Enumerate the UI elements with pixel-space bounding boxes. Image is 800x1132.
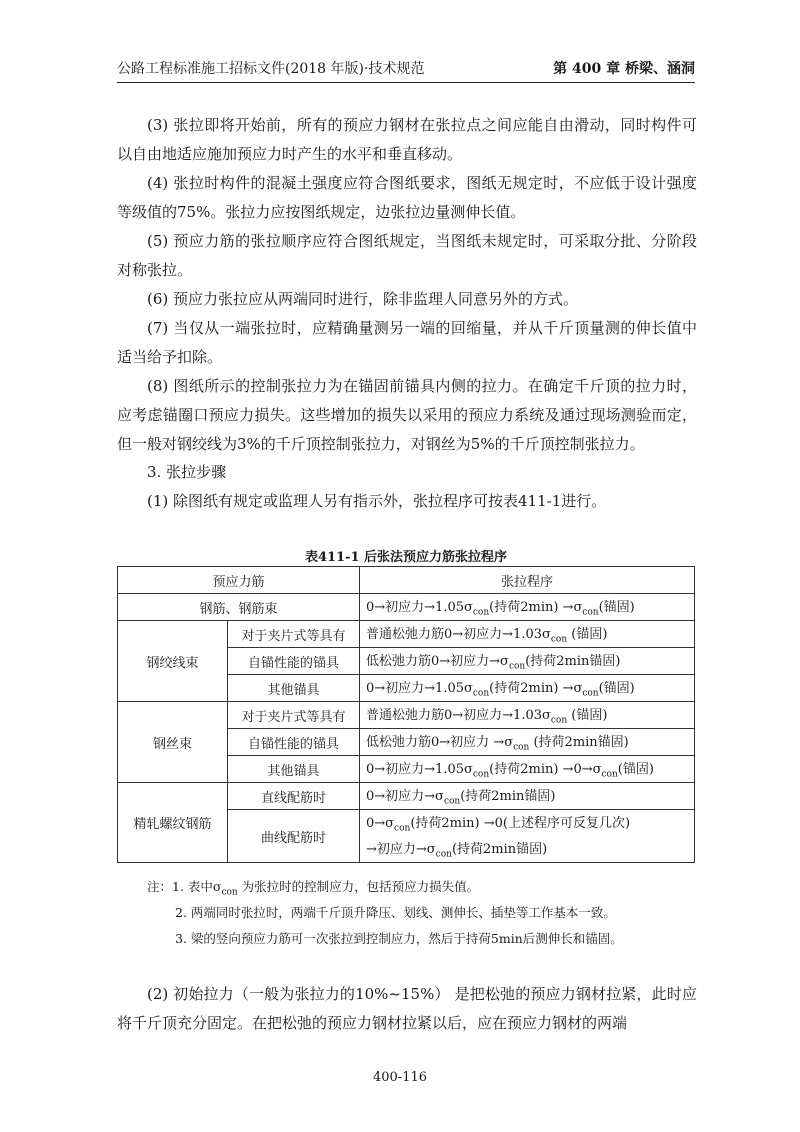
sub-label: 自锚性能的锚具	[228, 648, 360, 675]
page-header	[117, 56, 695, 83]
header-prestressing-tendon: 预应力筋	[118, 567, 360, 594]
paragraph-initial-tension: (2) 初始拉力（一般为张拉力的10%~15%） 是把松弛的预应力钢材拉紧，此时应将千斤顶充分固定。在把松弛的预应力钢材拉紧以后，应在预应力钢材的两端	[117, 985, 697, 1032]
paragraph-5: (5) 预应力筋的张拉顺序应符合图纸规定，当图纸未规定时，可采取分批、分阶段对称张拉。	[117, 232, 697, 279]
table-caption: 表411-1 后张法预应力筋张拉程序	[304, 550, 508, 565]
procedure-cell: $0\to\sigma_{con}$(持荷2min) →0(上述程序可反复几次)	[360, 810, 695, 837]
procedure-cell: →初应力$\to\sigma_{con}$(持荷2min锚固)	[360, 836, 695, 863]
procedure-cell: 0→初应力$\to 1.05\sigma_{con}$(持荷$2\min) \to 0\to\sigma_{con}$(锚固)	[360, 756, 695, 783]
paragraph-7: (7) 当仅从一端张拉时，应精确量测另一端的回缩量，并从千斤顶量测的伸长值中适当给予扣除。	[117, 319, 697, 366]
paragraph-3: (3) 张拉即将开始前，所有的预应力钢材在张拉点之间应能自由滑动，同时构件可以自由地适应施加预应力时产生的水平和垂直移动。	[117, 116, 697, 163]
sub-label: 对于夹片式等具有	[228, 621, 360, 648]
table-row	[118, 594, 695, 621]
sub-label: 其他锚具	[228, 675, 360, 702]
table-header-row	[118, 567, 695, 594]
sub-label: 自锚性能的锚具	[228, 729, 360, 756]
table-note-2: 2. 两端同时张拉时，两端千斤顶升降压、划线、测伸长、插垫等工作基本一致。	[175, 905, 616, 920]
procedure-cell: 0→初应力$\to 1.05\sigma_{con}$(持荷$2\min) \to\sigma_{con}$(锚固)	[360, 594, 695, 621]
group-label-threaded-bar: 精轧螺纹钢筋	[118, 783, 228, 863]
sub-label: 其他锚具	[228, 756, 360, 783]
table-note-1: 注：1. 表中$\sigma_{con}$ 为张拉时的控制应力，包括预应力损失值。	[147, 879, 480, 898]
table-row	[118, 783, 695, 810]
group-label-strand: 钢绞线束	[118, 621, 228, 702]
table-note-3: 3. 梁的竖向预应力筋可一次张拉到控制应力，然后于持荷5min后测伸长和锚固。	[175, 931, 623, 946]
tension-procedure-table	[117, 566, 695, 863]
header-document-title: 公路工程标准施工招标文件(2018 年版)·技术规范	[117, 61, 425, 77]
paragraph-6: (6) 预应力张拉应从两端同时进行，除非监理人同意另外的方式。	[147, 290, 579, 308]
procedure-cell: 0→初应力$\to\sigma_{con}$(持荷2min锚固)	[360, 783, 695, 810]
table-row	[118, 702, 695, 729]
procedure-cell: 普通松弛力筋0→初应力$\to 1.03\sigma_{con}$ (锚固)	[360, 621, 695, 648]
paragraph-8: (8) 图纸所示的控制张拉力为在锚固前锚具内侧的拉力。在确定千斤顶的拉力时，应考虑锚圈口预应力损失。这些增加的损失以采用的预应力系统及通过现场测验而定，但一般对钢绞线为3%的千斤顶控制张拉力，对钢丝为5%的千斤顶控制张拉力。	[117, 377, 697, 453]
page-number: 400-116	[372, 1070, 428, 1085]
sub-label: 直线配筋时	[228, 783, 360, 810]
procedure-cell: 0→初应力$\to 1.05\sigma_{con}$(持荷$2\min) \to\sigma_{con}$(锚固)	[360, 675, 695, 702]
table-row	[118, 621, 695, 648]
procedure-cell: 低松弛力筋0→初应力$\to\sigma_{con}$(持荷2min锚固)	[360, 648, 695, 675]
row-label-rebar: 钢筋、钢筋束	[118, 594, 360, 621]
paragraph-steps-1: (1) 除图纸有规定或监理人另有指示外，张拉程序可按表411-1进行。	[147, 492, 607, 510]
procedure-cell: 普通松弛力筋0→初应力$\to 1.03\sigma_{con}$ (锚固)	[360, 702, 695, 729]
section-heading-tension-steps: 3. 张拉步骤	[147, 463, 227, 481]
sub-label: 曲线配筋时	[228, 810, 360, 863]
sub-label: 对于夹片式等具有	[228, 702, 360, 729]
procedure-cell: 低松弛力筋0→初应力 $\to\sigma_{con}$ (持荷2min锚固)	[360, 729, 695, 756]
header-tension-procedure: 张拉程序	[360, 567, 695, 594]
header-chapter-title: 第 400 章 桥梁、涵洞	[553, 61, 695, 77]
group-label-wire: 钢丝束	[118, 702, 228, 783]
paragraph-4: (4) 张拉时构件的混凝土强度应符合图纸要求，图纸无规定时，不应低于设计强度等级值的75%。张拉力应按图纸规定，边张拉边量测伸长值。	[117, 174, 697, 221]
